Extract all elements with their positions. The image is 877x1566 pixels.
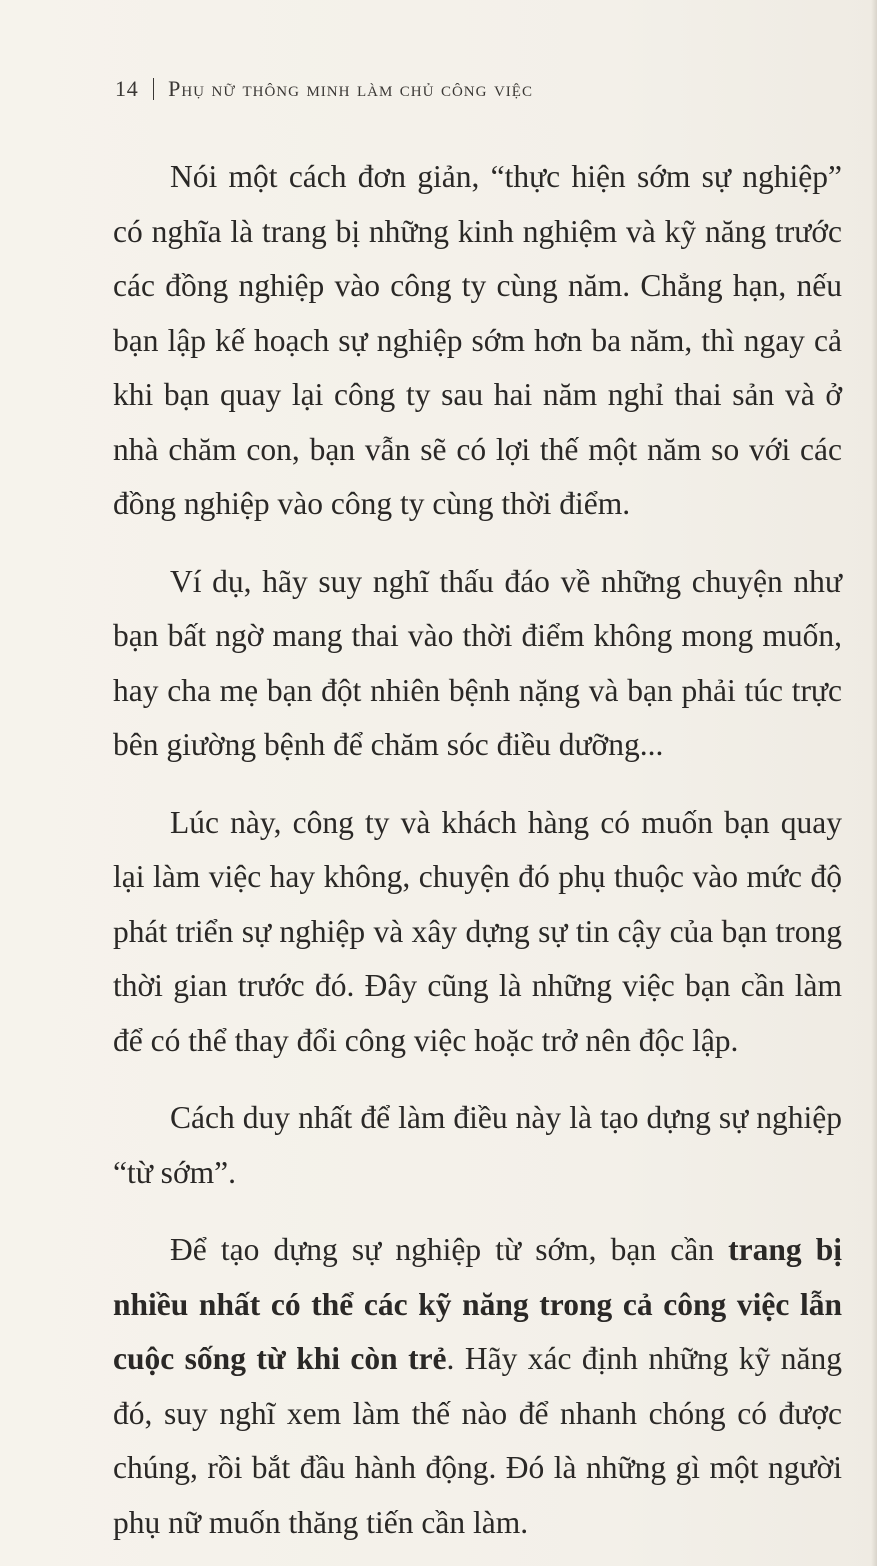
book-title: Phụ nữ thông minh làm chủ công việc bbox=[168, 76, 533, 101]
page-number: 14 bbox=[115, 76, 139, 101]
paragraph-5-lead: Để tạo dựng sự nghiệp từ sớm, bạn cần bbox=[170, 1232, 729, 1267]
paragraph-1: Nói một cách đơn giản, “thực hiện sớm sự nghiệp” có nghĩa là trang bị những kinh nghiệm và kỹ năng trước các đồng nghiệp vào công ty cùng năm. Chẳng hạn, nếu bạn lập kế hoạch sự nghiệp sớm hơn ba năm, thì ngay cả khi bạn quay lại công ty sau hai năm nghỉ thai sản và ở nhà chăm con, bạn vẫn sẽ có lợi thế một năm so với các đồng nghiệp vào công ty cùng thời điểm. bbox=[113, 159, 842, 521]
paragraph-5 bbox=[113, 1223, 842, 1550]
running-head bbox=[115, 72, 815, 106]
paragraph-5-emphasis: trang bị nhiều nhất có thể các kỹ năng trong cả công việc lẫn cuộc sống từ khi còn trẻ bbox=[113, 1232, 842, 1376]
paragraph-4: Cách duy nhất để làm điều này là tạo dựng sự nghiệp “từ sớm”. bbox=[113, 1100, 842, 1190]
paragraph-2: Ví dụ, hãy suy nghĩ thấu đáo về những chuyện như bạn bất ngờ mang thai vào thời điểm không mong muốn, hay cha mẹ bạn đột nhiên bệnh nặng và bạn phải túc trực bên giường bệnh để chăm sóc điều dưỡng... bbox=[113, 563, 842, 762]
paragraph-5-tail: . Hãy xác định những kỹ năng đó, suy nghĩ xem làm thế nào để nhanh chóng có được chúng, rồi bắt đầu hành động. Đó là những gì một người phụ nữ muốn thăng tiến cần làm. bbox=[113, 1341, 842, 1540]
header-divider bbox=[153, 78, 155, 100]
page-edge-shadow bbox=[871, 0, 877, 1566]
body-text bbox=[113, 150, 842, 1550]
paragraph-3: Lúc này, công ty và khách hàng có muốn bạn quay lại làm việc hay không, chuyện đó phụ thuộc vào mức độ phát triển sự nghiệp và xây dựng sự tin cậy của bạn trong thời gian trước đó. Đây cũng là những việc bạn cần làm để có thể thay đổi công việc hoặc trở nên độc lập. bbox=[113, 804, 842, 1058]
